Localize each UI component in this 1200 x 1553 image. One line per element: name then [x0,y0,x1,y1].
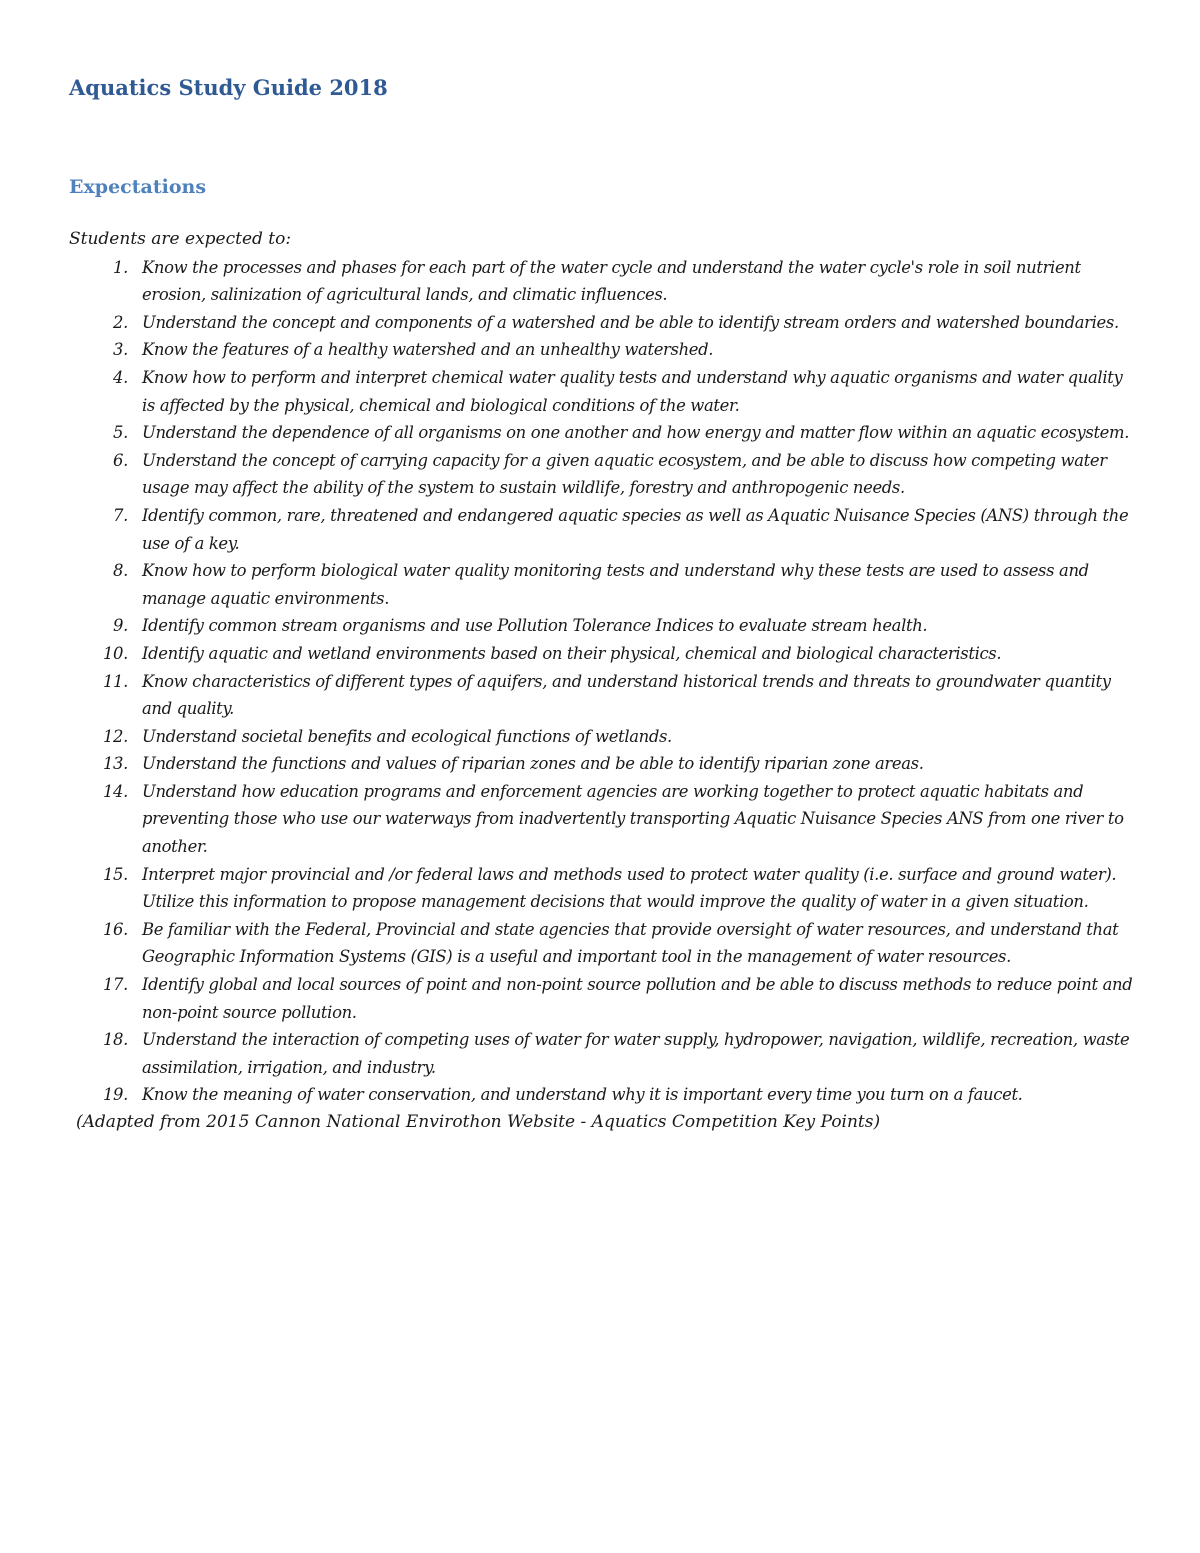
list-item-number: 7. [113,505,128,525]
list-item [0,778,1200,861]
list-item-text: Understand societal benefits and ecological functions of wetlands. [142,726,672,746]
list-item-number: 14. [102,781,128,801]
intro-text: Students are expected to: [69,229,292,249]
list-item-text: Know the features of a healthy watershed and an unhealthy watershed. [142,340,714,360]
list-item [0,971,1200,1026]
list-item-text: Understand the functions and values of riparian zones and be able to identify riparian zone areas. [142,754,924,774]
list-item-text: Identify common stream organisms and use Pollution Tolerance Indices to evaluate stream health. [142,616,928,636]
expectations-list [0,254,1200,1109]
list-item [0,612,1200,640]
list-item-text: Understand the dependence of all organisms on one another and how energy and matter flow within an aquatic ecosystem. [142,423,1130,443]
list-item [0,336,1200,364]
list-item [0,1026,1200,1081]
list-item-text: Know how to perform and interpret chemical water quality tests and understand why aquatic organisms and water quality is affected by the physical, chemical and biological conditions of the water. [142,367,1123,415]
list-item-number: 15. [102,864,128,884]
list-item-text: Know characteristics of different types of aquifers, and understand historical trends and threats to groundwater quantity and quality. [142,671,1111,719]
section-heading-expectations: Expectations [69,176,207,198]
list-item-text: Identify aquatic and wetland environments based on their physical, chemical and biological characteristics. [142,643,1002,663]
list-item-number: 18. [102,1030,128,1050]
list-item-number: 10. [102,643,128,663]
list-item-text: Identify global and local sources of point and non-point source pollution and be able to discuss methods to reduce point and non-point source pollution. [142,975,1133,1022]
list-item-number: 1. [113,257,128,277]
list-item-text: Understand the concept and components of a watershed and be able to identify stream orders and watershed boundaries. [142,312,1119,332]
list-item-text: Know how to perform biological water quality monitoring tests and understand why these tests are used to assess and manage aquatic environments. [142,561,1089,608]
list-item-number: 16. [102,919,128,939]
list-item-text: Understand how education programs and enforcement agencies are working together to protect aquatic habitats and preventing those who use our waterways from inadvertently transporting Aquatic Nuisance Species ANS from one river to another. [142,781,1124,857]
list-item-number: 12. [102,726,128,746]
list-item [0,861,1200,916]
list-item [0,723,1200,751]
list-item [0,916,1200,971]
list-item [0,447,1200,502]
list-item-number: 9. [113,616,128,636]
list-item [0,557,1200,612]
list-item-number: 5. [113,423,128,443]
list-item [0,309,1200,337]
list-item-number: 11. [102,671,128,691]
list-item [0,640,1200,668]
list-item-text: Understand the concept of carrying capacity for a given aquatic ecosystem, and be able to discuss how competing water usage may affect the ability of the system to sustain wildlife, forestry and anthropogenic needs. [142,450,1107,498]
list-item [0,750,1200,778]
list-item-text: Know the meaning of water conservation, and understand why it is important every time you turn on a faucet. [142,1085,1023,1105]
list-item-number: 13. [102,754,128,774]
list-item-text: Interpret major provincial and /or federal laws and methods used to protect water quality (i.e. surface and ground water). Utilize this information to propose management decisions that would improve the quality of water in a given situation. [142,864,1117,912]
list-item-number: 3. [113,340,128,360]
list-item-text: Understand the interaction of competing uses of water for water supply, hydropower, navigation, wildlife, recreation, waste assimilation, irrigation, and industry. [142,1030,1130,1077]
list-item-text: Identify common, rare, threatened and endangered aquatic species as well as Aquatic Nuisance Species (ANS) through the use of a key. [142,505,1129,553]
list-item-number: 4. [113,367,128,387]
list-item-number: 8. [113,561,128,581]
list-item [0,1081,1200,1109]
source-footnote: (Adapted from 2015 Cannon National Envirothon Website - Aquatics Competition Key Points) [76,1112,881,1132]
document-title: Aquatics Study Guide 2018 [69,75,388,100]
list-item-number: 2. [113,312,128,332]
list-item [0,364,1200,419]
list-item-text: Be familiar with the Federal, Provincial and state agencies that provide oversight of water resources, and understand that Geographic Information Systems (GIS) is a useful and important tool in the management of water resources. [142,919,1119,967]
list-item [0,502,1200,557]
list-item-number: 6. [113,450,128,470]
list-item [0,419,1200,447]
list-item-text: Know the processes and phases for each part of the water cycle and understand the water cycle's role in soil nutrient erosion, salinization of agricultural lands, and climatic influences. [142,257,1081,305]
list-item [0,668,1200,723]
list-item-number: 17. [102,975,128,995]
list-item-number: 19. [102,1085,128,1105]
list-item [0,254,1200,309]
